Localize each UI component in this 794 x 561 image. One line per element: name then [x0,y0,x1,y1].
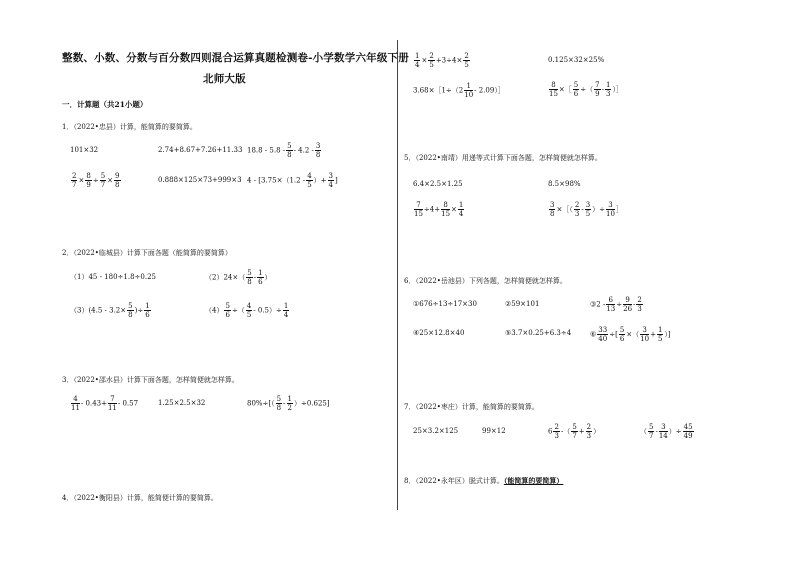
q7-b: 99×12 [482,427,506,435]
q5-a: 6.4×2.5×1.25 [413,180,463,188]
q7-c: 6 $\frac{2}{3}$ -（ $\frac{5}{7}$ + $\frac{2}{3}$ ） [548,423,601,440]
q1-a: 101×32 [70,146,99,154]
q3-b: 1.25×2.5×32 [158,399,206,407]
q2-d: （4） $\frac{5}{6}$ ÷（ $\frac{4}{5}$ - 0.5）÷ $\frac{1}{4}$ [205,302,289,319]
page-title-line2: 北师大版 [203,73,246,85]
q6-f: ⑥ $\frac{33}{40}$ ÷[ $\frac{5}{6}$ ×（ $\frac{3}{10}$ + $\frac{1}{5}$ ）] [590,326,671,343]
cont-d: $\frac{8}{15}$ ×［ $\frac{5}{6}$ ÷（ $\frac{7}{9}$ - $\frac{1}{3}$ ）］ [549,81,623,98]
cont-c: 3.68×［1÷（2 $\frac{1}{10}$ - 2.09）］ [413,82,505,99]
q1-c: 18.8 - 5.8 - $\frac{5}{8}$ - 4.2 - $\frac{3}{8}$ [247,142,321,159]
q6-heading: 6．（2022•岳池县）下列各题，怎样简便就怎样算。 [404,277,567,285]
q3-a: $\frac{4}{11}$ - 0.43+ $\frac{7}{11}$ - 0.57 [71,395,139,412]
q7-d: （ $\frac{5}{7}$ - $\frac{3}{14}$ ）÷ $\frac{45}{49}$ [640,423,693,440]
q3-c: 80%÷[（ $\frac{5}{8}$ - $\frac{1}{2}$ ）÷0.625] [247,395,330,412]
page-title-line1: 整数、小数、分数与百分数四则混合运算真题检测卷-小学数学六年级下册 [62,52,409,64]
q6-d: ④25×12.8×40 [413,329,465,337]
q6-e: ⑤3.7×0.25+6.3÷4 [505,329,572,337]
q2-c: （3）(4.5 - 3.2× $\frac{5}{8}$ )÷ $\frac{1}{6}$ [70,302,150,319]
q5-b: 8.5×98% [548,180,581,188]
q6-b: ②59×101 [505,300,540,308]
q6-c: ③2 - $\frac{6}{13}$ ÷ $\frac{9}{26}$ - $\frac{2}{3}$ [590,296,642,313]
q1-f: 4 - [3.75×（1.2 - $\frac{4}{5}$ ）+ $\frac{3}{4}$ ] [247,172,338,189]
q3-heading: 3．（2022•邵水县）计算下面各题，怎样简便就怎样算。 [62,376,239,384]
q7-heading: 7．（2022•枣庄）计算，能简算的要简算。 [404,403,539,411]
q2-a: （1）45 - 180÷1.8÷0.25 [70,273,156,281]
cont-a: $\frac{1}{4}$ × $\frac{2}{5}$ +3÷4× $\frac{2}{5}$ [415,52,469,69]
q1-heading: 1．（2022•忠县）计算，能简算的要简算。 [62,123,197,131]
q8-heading: 8．（2022•永年区）脱式计算。（能简算的要简算） [404,476,564,485]
q2-heading: 2．（2022•临城县）计算下面各题（能简算的要简算） [62,249,232,257]
q5-d: $\frac{3}{8}$ ×［（ $\frac{2}{3}$ - $\frac{3}{5}$ ）÷ $\frac{3}{10}$ ］ [550,201,623,218]
q2-b: （2）24×（ $\frac{5}{8}$ - $\frac{1}{6}$ ） [205,269,272,286]
q6-a: ①676÷13÷17×30 [413,300,477,308]
q5-c: $\frac{7}{15}$ ÷4+ $\frac{8}{15}$ × $\frac{1}{4}$ [414,201,464,218]
q1-d: $\frac{2}{7}$ × $\frac{8}{9}$ ÷ $\frac{5}{7}$ × $\frac{9}{8}$ [72,172,120,189]
q5-heading: 5．（2022•南靖）用递等式计算下面各题，怎样简便就怎样算。 [404,154,602,162]
q4-heading: 4．（2022•衡阳县）计算，能简便计算的要简算。 [62,494,218,502]
q1-e: 0.888×125×73+999×3 [158,176,242,184]
section-heading: 一．计算题（共21小题） [62,100,148,109]
cont-b: 0.125×32×25% [548,56,605,64]
q8-note: （能简算的要简算） [503,476,564,485]
column-divider [397,40,398,510]
q1-b: 2.74+8.67+7.26+11.33 [158,146,243,154]
q7-a: 25×3.2×125 [413,427,459,435]
